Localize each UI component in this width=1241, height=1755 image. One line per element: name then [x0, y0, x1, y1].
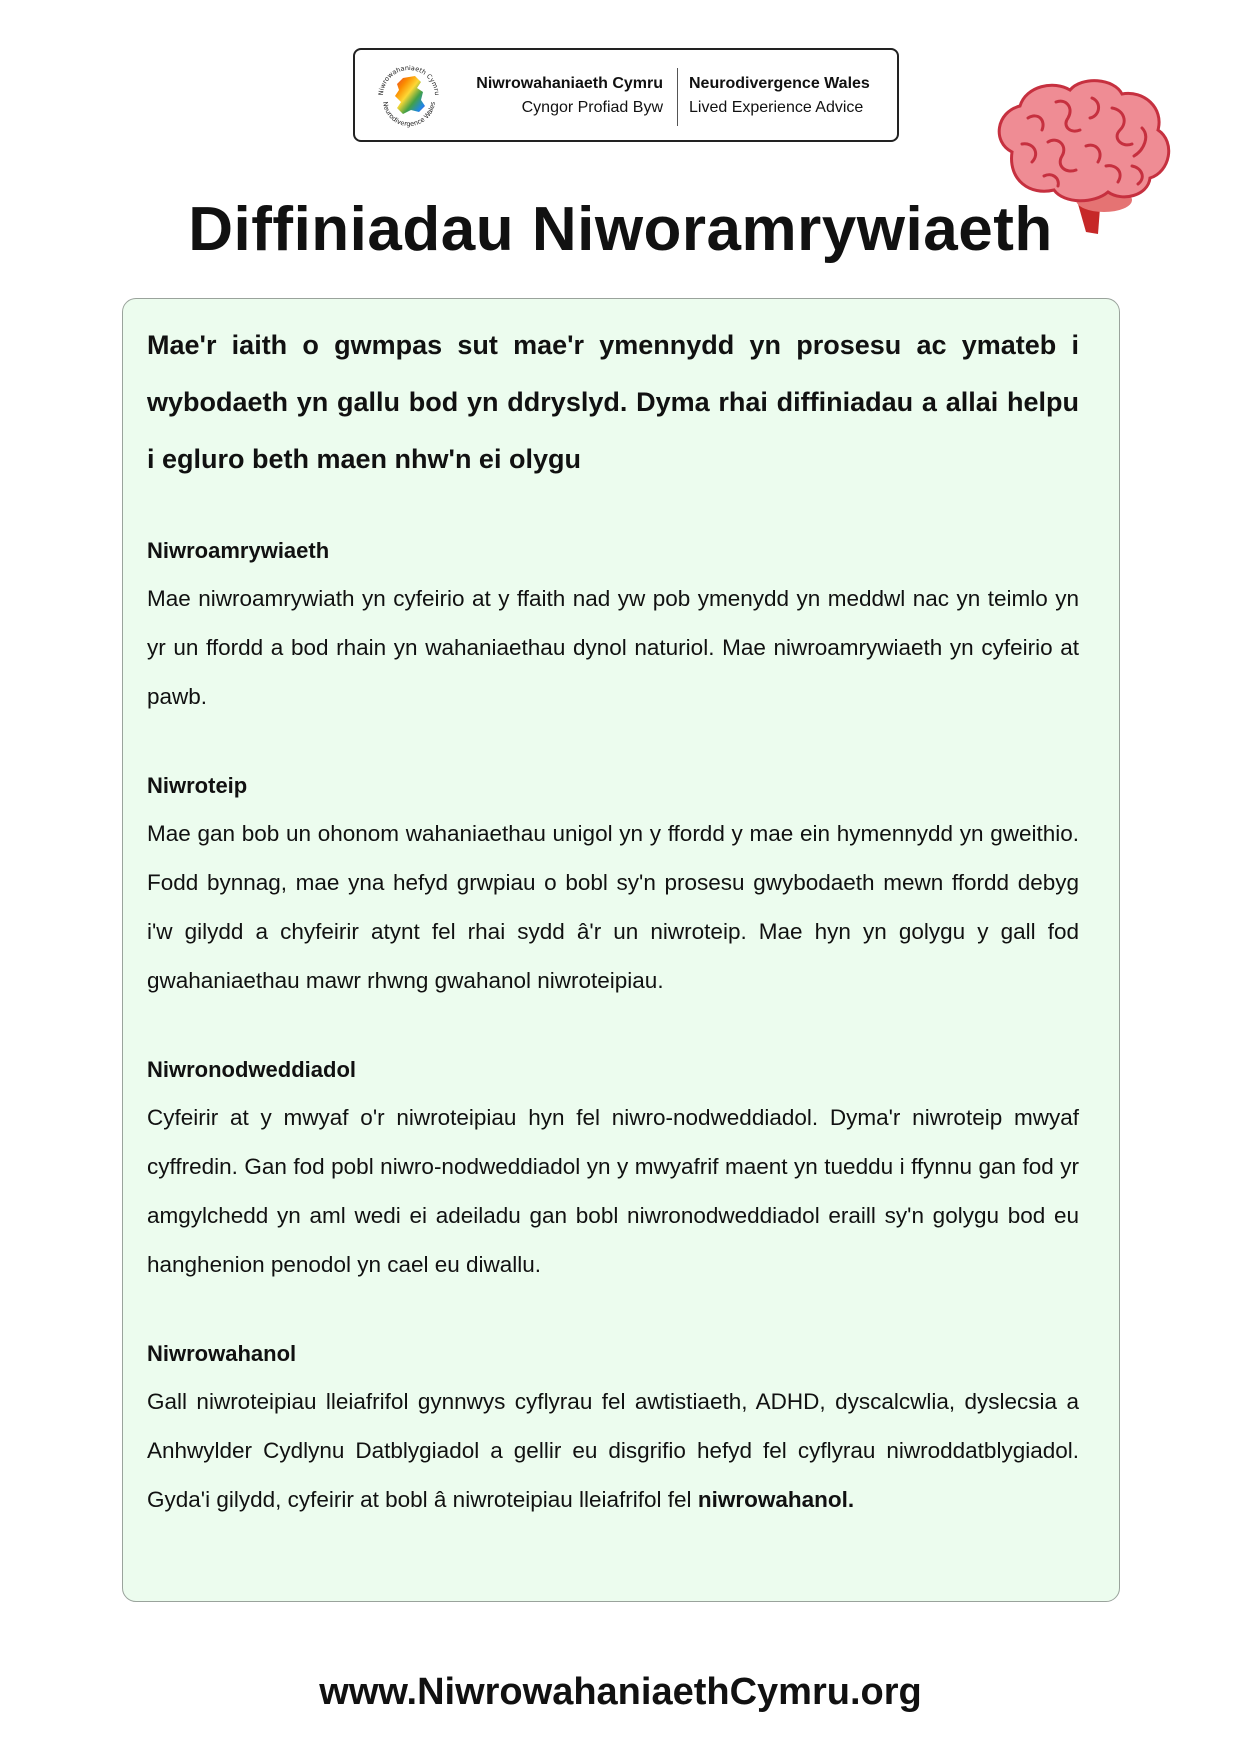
definition-bold-term: niwrowahanol. — [697, 1487, 855, 1512]
definition-term: Niwroamrywiaeth — [147, 538, 330, 563]
logo-english-text — [689, 72, 870, 120]
logo-english-subtitle: Lived Experience Advice — [689, 99, 864, 116]
intro-paragraph: Mae'r iaith o gwmpas sut mae'r ymennydd yn prosesu ac ymateb i wybodaeth yn gallu bod yn ddryslyd. Dyma rhai diffiniadau a allai helpu i egluro beth maen nhw'n ei olygu — [147, 330, 1079, 474]
definition-text: Mae gan bob un ohonom wahaniaethau unigol yn y ffordd y mae ein hymennydd yn gweithio. Fodd bynnag, mae yna hefyd grwpiau o bobl sy'n prosesu gwybodaeth mewn ffordd debyg i'w gilydd a chyfeirir atynt fel rhai sydd â'r un niwroteip. Mae hyn yn golygu y gall fod gwahaniaethau mawr rhwng gwahanol niwroteipiau. — [147, 821, 1079, 993]
definition-text-wrapper — [147, 1377, 1079, 1524]
logo-welsh-name: Niwrowahaniaeth Cymru — [476, 75, 663, 92]
page-title: Diffiniadau Niworamrywiaeth — [188, 195, 1053, 264]
definition-term: Niwroteip — [147, 773, 248, 798]
emblem-text-top: Niwrowahaniaeth Cymru — [376, 63, 442, 96]
definition-text: Cyfeirir at y mwyaf o'r niwroteipiau hyn fel niwro-nodweddiadol. Dyma'r niwroteip mwyaf cyffredin. Gan fod pobl niwro-nodweddiadol yn y mwyafrif maent yn tueddu i ffynnu gan fod yr amgylchedd yn aml wedi ei adeiladu gan bobl niwronodweddiadol eraill sy'n golygu bod eu hanghenion penodol yn cael eu diwallu. — [147, 1105, 1079, 1277]
footer-website-link[interactable]: www.NiwrowahaniaethCymru.org — [319, 1671, 922, 1713]
logo-welsh-text — [476, 72, 663, 120]
wales-rainbow-map-icon — [369, 56, 449, 136]
emblem-text-bottom: Neurodivergence Wales — [380, 100, 437, 129]
definition-text: Gall niwroteipiau lleiafrifol gynnwys cyflyrau fel awtistiaeth, ADHD, dyscalcwlia, dyslecsia a Anhwylder Cydlynu Datblygiadol a gellir eu disgrifio hefyd fel cyflyrau niwroddatblygiadol. Gyda'i gilydd, cyfeirir at bobl â niwroteipiau lleiafrifol fel — [147, 1389, 1079, 1512]
definitions-panel — [122, 298, 1120, 1602]
logo-english-name: Neurodivergence Wales — [689, 75, 870, 92]
definition-section — [147, 1055, 1079, 1289]
definition-term: Niwrowahanol — [147, 1341, 297, 1366]
definition-section — [147, 536, 1079, 721]
logo-divider — [677, 68, 678, 126]
definition-term: Niwronodweddiadol — [147, 1057, 356, 1082]
definition-section — [147, 771, 1079, 1005]
logo-welsh-subtitle: Cyngor Profiad Byw — [521, 99, 663, 116]
logo-banner — [353, 48, 899, 142]
definition-text: Mae niwroamrywiath yn cyfeirio at y ffaith nad yw pob ymenydd yn meddwl nac yn teimlo yn yr un ffordd a bod rhain yn wahaniaethau dynol naturiol. Mae niwroamrywiaeth yn cyfeirio at pawb. — [147, 586, 1079, 709]
definition-section — [147, 1339, 1079, 1524]
